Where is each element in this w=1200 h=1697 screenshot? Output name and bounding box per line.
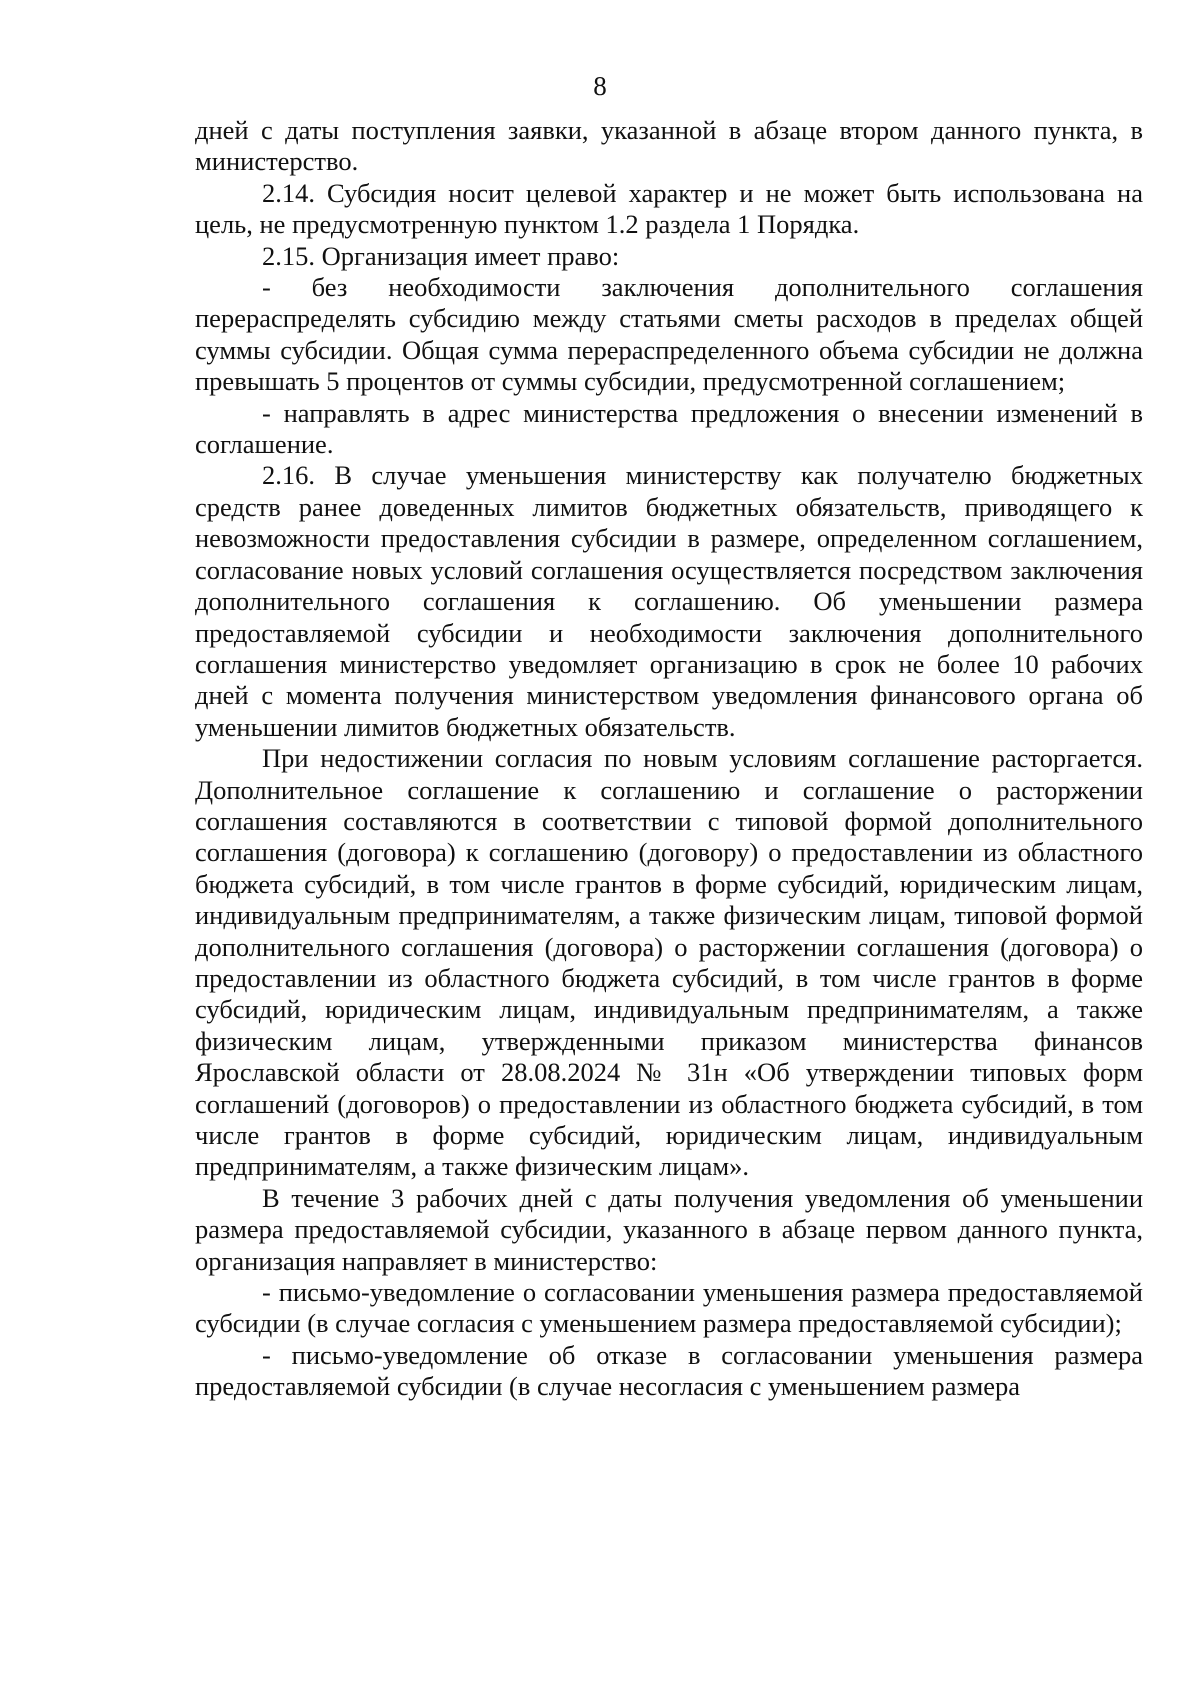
paragraph-2-16: 2.16. В случае уменьшения министерству как получателю бюджетных средств ранее доведенных лимитов бюджетных обязательств, приводящего к невозможности предоставления субсидии в размере, определенном соглашением, согласование новых условий соглашения осуществляется посредством заключения дополнительного соглашения к соглашению. Об уменьшении размера предоставляемой субсидии и необходимости заключения дополнительного соглашения министерство уведомляет организацию в срок не более 10 рабочих дней с момента получения министерством уведомления финансового органа об уменьшении лимитов бюджетных обязательств. [195,460,1143,742]
paragraph-2-15: 2.15. Организация имеет право: [262,240,620,271]
list-item-consent-letter: - письмо-уведомление о согласовании уменьшения размера предоставляемой субсидии (в случае согласия с уменьшением размера предоставляемой субсидии); [195,1277,1143,1339]
paragraph-notification: В течение 3 рабочих дней с даты получения уведомления об уменьшении размера предоставляемой субсидии, указанного в абзаце первом данного пункта, организация направляет в министерство: [195,1182,1143,1276]
document-body [195,115,1143,1403]
paragraph-continuation: дней с даты поступления заявки, указанной в абзаце втором данного пункта, в министерство. [195,115,1143,177]
list-item-redistribute: - без необходимости заключения дополнительного соглашения перераспределять субсидию между статьями сметы расходов в пределах общей суммы субсидии. Общая сумма перераспределенного объема субсидии не должна превышать 5 процентов от суммы субсидии, предусмотренной соглашением; [195,272,1143,397]
list-item-refusal-letter: - письмо-уведомление об отказе в согласовании уменьшения размера предоставляемой субсидии (в случае несогласия с уменьшением размера [195,1339,1143,1402]
paragraph-2-14: 2.14. Субсидия носит целевой характер и не может быть использована на цель, не предусмотренную пунктом 1.2 раздела 1 Порядка. [195,177,1143,240]
page-number: 8 [593,71,607,101]
list-item-proposals: - направлять в адрес министерства предложения о внесении изменений в соглашение. [195,397,1143,460]
paragraph-termination: При недостижении согласия по новым условиям соглашение расторгается. Дополнительное соглашение к соглашению и соглашение о расторжении соглашения составляются в соответствии с типовой формой дополнительного соглашения (договора) к соглашению (договору) о предоставлении из областного бюджета субсидий, в том числе грантов в форме субсидий, юридическим лицам, индивидуальным предпринимателям, а также физическим лицам, типовой формой дополнительного соглашения (договора) о расторжении соглашения (договора) о предоставлении из областного бюджета субсидий, в том числе грантов в форме субсидий, юридическим лицам, индивидуальным предпринимателям, а также физическим лицам, утвержденными приказом министерства финансов Ярославской области от 28.08.2024 № 31н «Об утверждении типовых форм соглашений (договоров) о предоставлении из областного бюджета субсидий, в том числе грантов в форме субсидий, юридическим лицам, индивидуальным предпринимателям, а также физическим лицам». [195,743,1143,1182]
